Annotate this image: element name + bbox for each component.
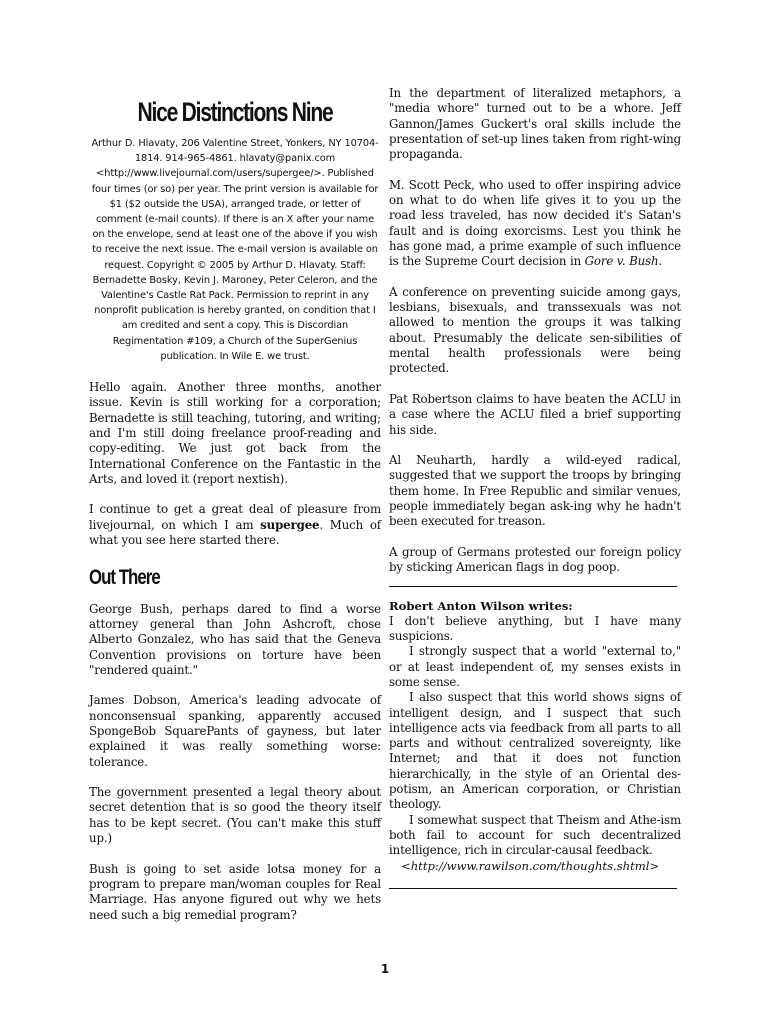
item-scott-peck-text-end: . — [658, 254, 663, 269]
intro-paragraph-1: Hello again. Another three months, another issue. Kevin is still working for a corporation; Bernadette is still teaching, tutoring, and writing; and I'm still doing freelance proof-reading and copy-editing. We just got back from the International Conference on the Fantastic in the Arts, and loved it (report nextish). — [89, 380, 381, 486]
raw-paragraph-3: I also suspect that this world shows signs of intelligent design, and I suspect that such intelligence acts via feedback from all parts to all parts and without centralized sovereignty, like Internet; and that it does not function hierarchically, in the style of an Oriental des-potism, an American corporation, or Christian theology. — [389, 690, 681, 812]
left-column — [89, 86, 381, 938]
raw-url-link[interactable]: <http://www.rawilson.com/thoughts.shtml> — [401, 858, 660, 873]
page-number: 1 — [380, 962, 390, 976]
item-germans: A group of Germans protested our foreign policy by sticking American flags in dog poop. — [389, 544, 681, 575]
page-title: Nice Distinctions Nine — [137, 97, 333, 127]
case-name: Gore v. Bush — [584, 254, 659, 269]
item-marriage-program: Bush is going to set aside lotsa money for a program to prepare man/woman couples for Real Marriage. Has anyone figured out why we hets need such a big remedial program? — [89, 861, 381, 922]
intro-paragraph-2 — [89, 502, 381, 548]
item-suicide-conference: A conference on preventing suicide among gays, lesbians, bisexuals, and transsexuals was not allowed to mention the groups it was talking about. Presumably the delicate sen-sibilities of mental health professionals were being protected. — [389, 284, 681, 376]
right-column — [389, 86, 681, 901]
intro-paragraph-2-text-end: . Much of what you see here started there. — [89, 517, 381, 548]
masthead — [89, 136, 381, 364]
item-scott-peck-text: M. Scott Peck, who used to offer inspiring advice on what to do when life gives it to you up the road less traveled, has now decided it's Satan's fault and is doing exorcisms. Lest you think he has gone mad, a prime example of such influence is the Supreme Court decision in — [389, 177, 681, 269]
raw-paragraph-1: I don't believe anything, but I have many suspicions. — [389, 613, 681, 644]
item-scott-peck — [389, 178, 681, 270]
divider-rule-bottom — [389, 888, 677, 889]
item-media-whore: In the department of literalized metaphors, a "media whore" turned out to be a whore. Jeff Gannon/James Guckert's oral skills include the presentation of set-up lines taken from right-wing propaganda. — [389, 86, 681, 162]
raw-paragraph-2: I strongly suspect that a world "external to," or at least independent of, my senses exists in some sense. — [389, 644, 681, 689]
section-heading-out-there: Out There — [89, 565, 160, 589]
item-neuharth: Al Neuharth, hardly a wild-eyed radical, suggested that we support the troops by bringing them home. In Free Republic and similar venues, people immediately began ask-ing why he hadn't been executed for treason. — [389, 453, 681, 529]
item-gonzalez: George Bush, perhaps dared to find a worse attorney general than John Ashcroft, chose Alberto Gonzalez, who has said that the Geneva Convention provisions on torture have been "rendered quaint." — [89, 601, 381, 677]
item-secret-detention: The government presented a legal theory about secret detention that is so good the theory itself has to be kept secret. (You can't make this stuff up.) — [89, 785, 381, 846]
item-dobson: James Dobson, America's leading advocate of nonconsensual spanking, apparently accused SpongeBob SquarePants of gayness, but later explained it was really something worse: tolerance. — [89, 693, 381, 769]
raw-paragraph-4: I somewhat suspect that Theism and Athe-ism both fail to account for such decentralized intelligence, rich in circular-causal feedback. — [389, 812, 681, 858]
masthead-text: Arthur D. Hlavaty, 206 Valentine Street, Yonkers, NY 10704-1814. 914-965-4861. hlavaty@panix.com <http://www.livejournal.com/users/supergee/>. Published four times (or so) per year. The print version is available for $1 ($2 outside the USA), arranged trade, or letter of comment (e-mail counts). If there is an X after your name on the envelope, send at least one of the above if you wish to receive the next issue. The e-mail version is available on request. Copyright © 2005 by Arthur D. Hlavaty. Staff: Bernadette Bosky, Kevin J. Maroney, Peter Celeron, and the Valentine's Castle Rat Pack. Permission to reprint in any nonprofit publication is hereby granted, on condition that I am credited and sent a copy. This is Discordian Regimentation #109, a Church of the SuperGenius publication. In Wile E. we trust. — [91, 138, 379, 362]
item-pat-robertson: Pat Robertson claims to have beaten the ACLU in a case where the ACLU filed a brief supporting his side. — [389, 391, 681, 437]
divider-rule — [389, 586, 677, 587]
intro-paragraph-2-text: I continue to get a great deal of pleasure from livejournal, on which I am — [89, 502, 381, 532]
supergee-username: supergee — [260, 517, 320, 532]
raw-heading: Robert Anton Wilson writes: — [389, 598, 573, 613]
